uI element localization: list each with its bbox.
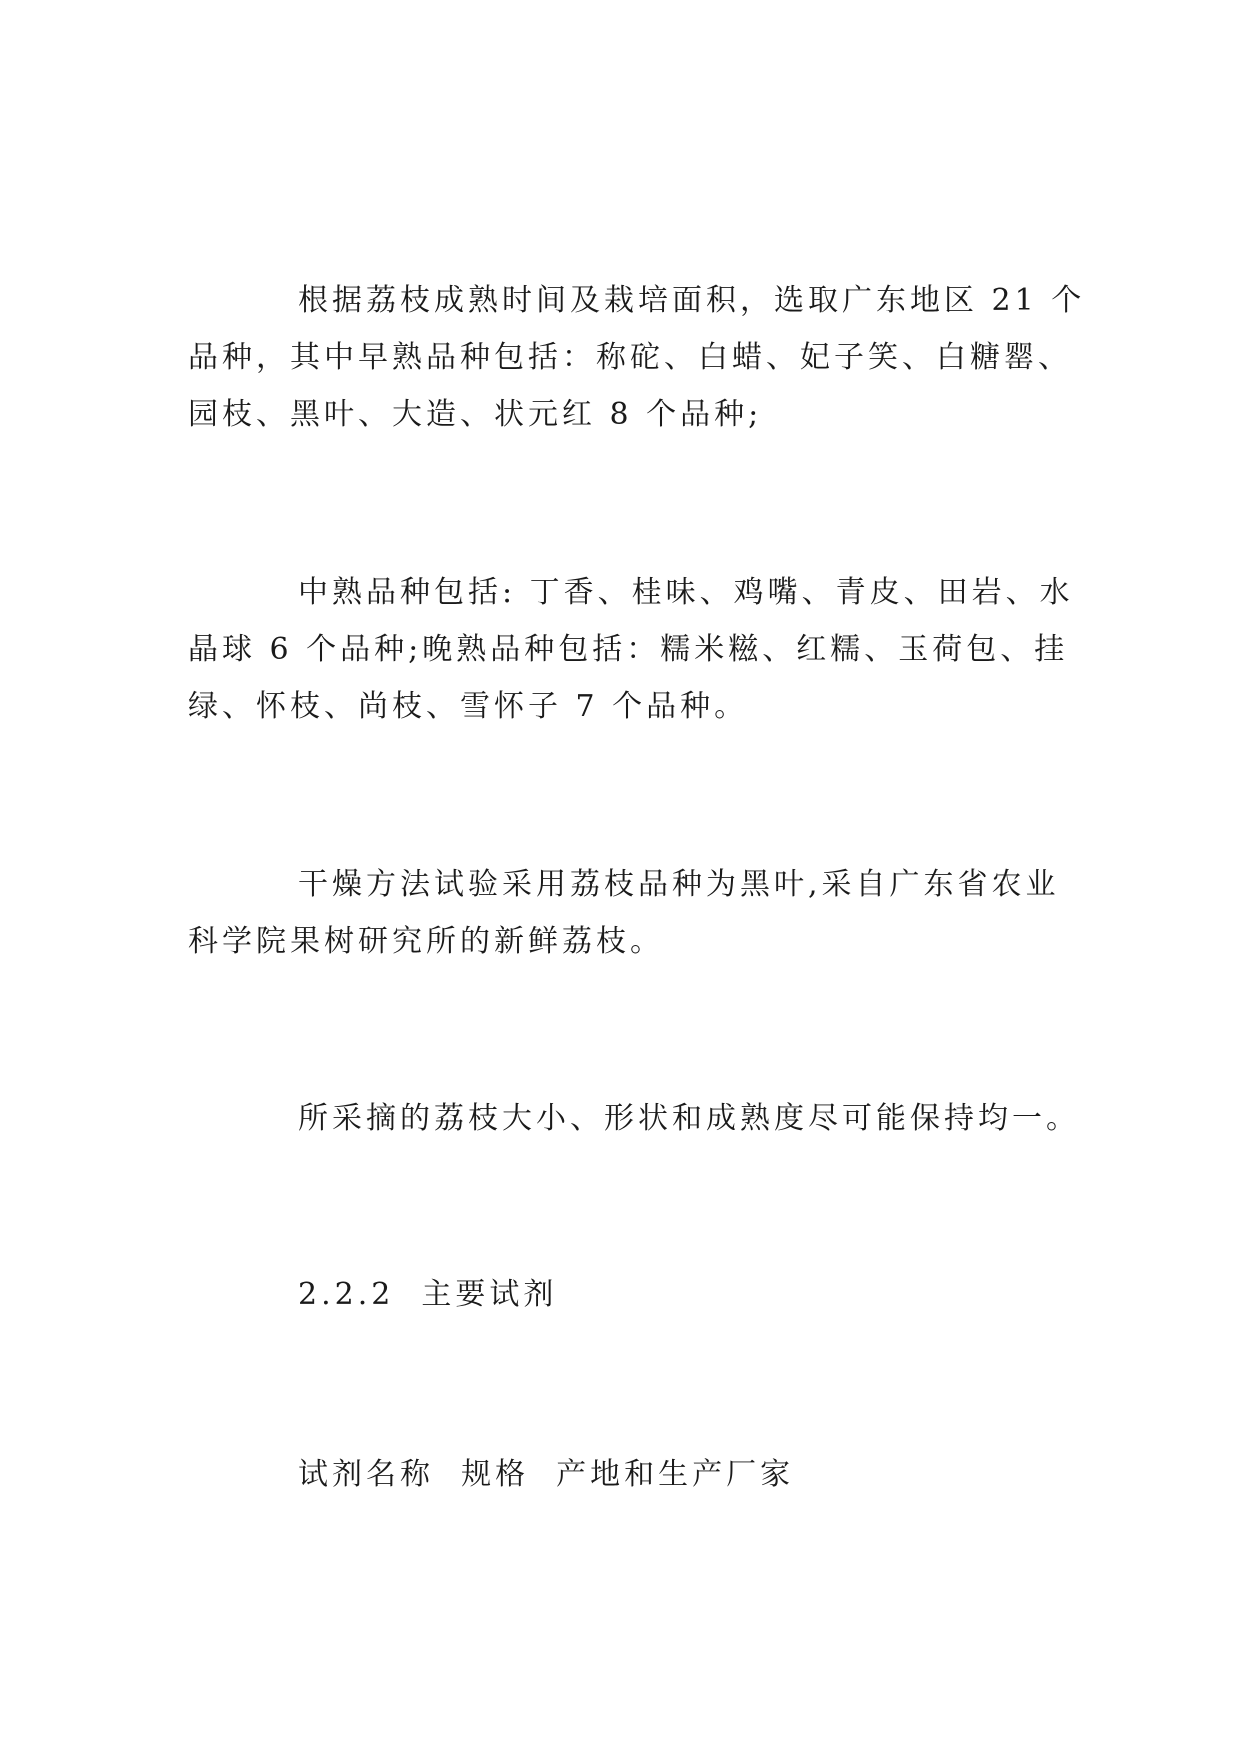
paragraph-line: 中熟品种包括: 丁香、桂味、鸡嘴、青皮、田岩、水: [298, 575, 1074, 610]
section-heading-main-reagents: [188, 1266, 1068, 1323]
paragraph-line: 园枝、黑叶、大造、状元红 8 个品种;: [188, 397, 763, 432]
paragraph-line: 科学院果树研究所的新鲜荔枝。: [188, 924, 664, 959]
paragraph-drying-test-sample: [188, 856, 1068, 970]
paragraph-line: 根据荔枝成熟时间及栽培面积，选取广东地区 21 个: [298, 283, 1086, 318]
paragraph-line: 品种，其中早熟品种包括：称砣、白蜡、妃子笑、白糖罂、: [188, 340, 1072, 375]
paragraph-line: 所采摘的荔枝大小、形状和成熟度尽可能保持均一。: [298, 1101, 1080, 1136]
reagent-table-header: [188, 1446, 1068, 1503]
paragraph-line: 晶球 6 个品种;晚熟品种包括：糯米糍、红糯、玉荷包、挂: [188, 632, 1069, 667]
table-header-row: 试剂名称 规格 产地和生产厂家: [298, 1457, 795, 1492]
paragraph-cultivar-selection: [188, 272, 1086, 443]
paragraph-mid-late-cultivars: [188, 564, 1074, 735]
paragraph-line: 干燥方法试验采用荔枝品种为黑叶,采自广东省农业: [298, 867, 1060, 902]
paragraph-uniformity-note: [188, 1090, 1080, 1147]
paragraph-line: 绿、怀枝、尚枝、雪怀子 7 个品种。: [188, 689, 749, 724]
section-heading: 2.2.2 主要试剂: [298, 1277, 558, 1312]
